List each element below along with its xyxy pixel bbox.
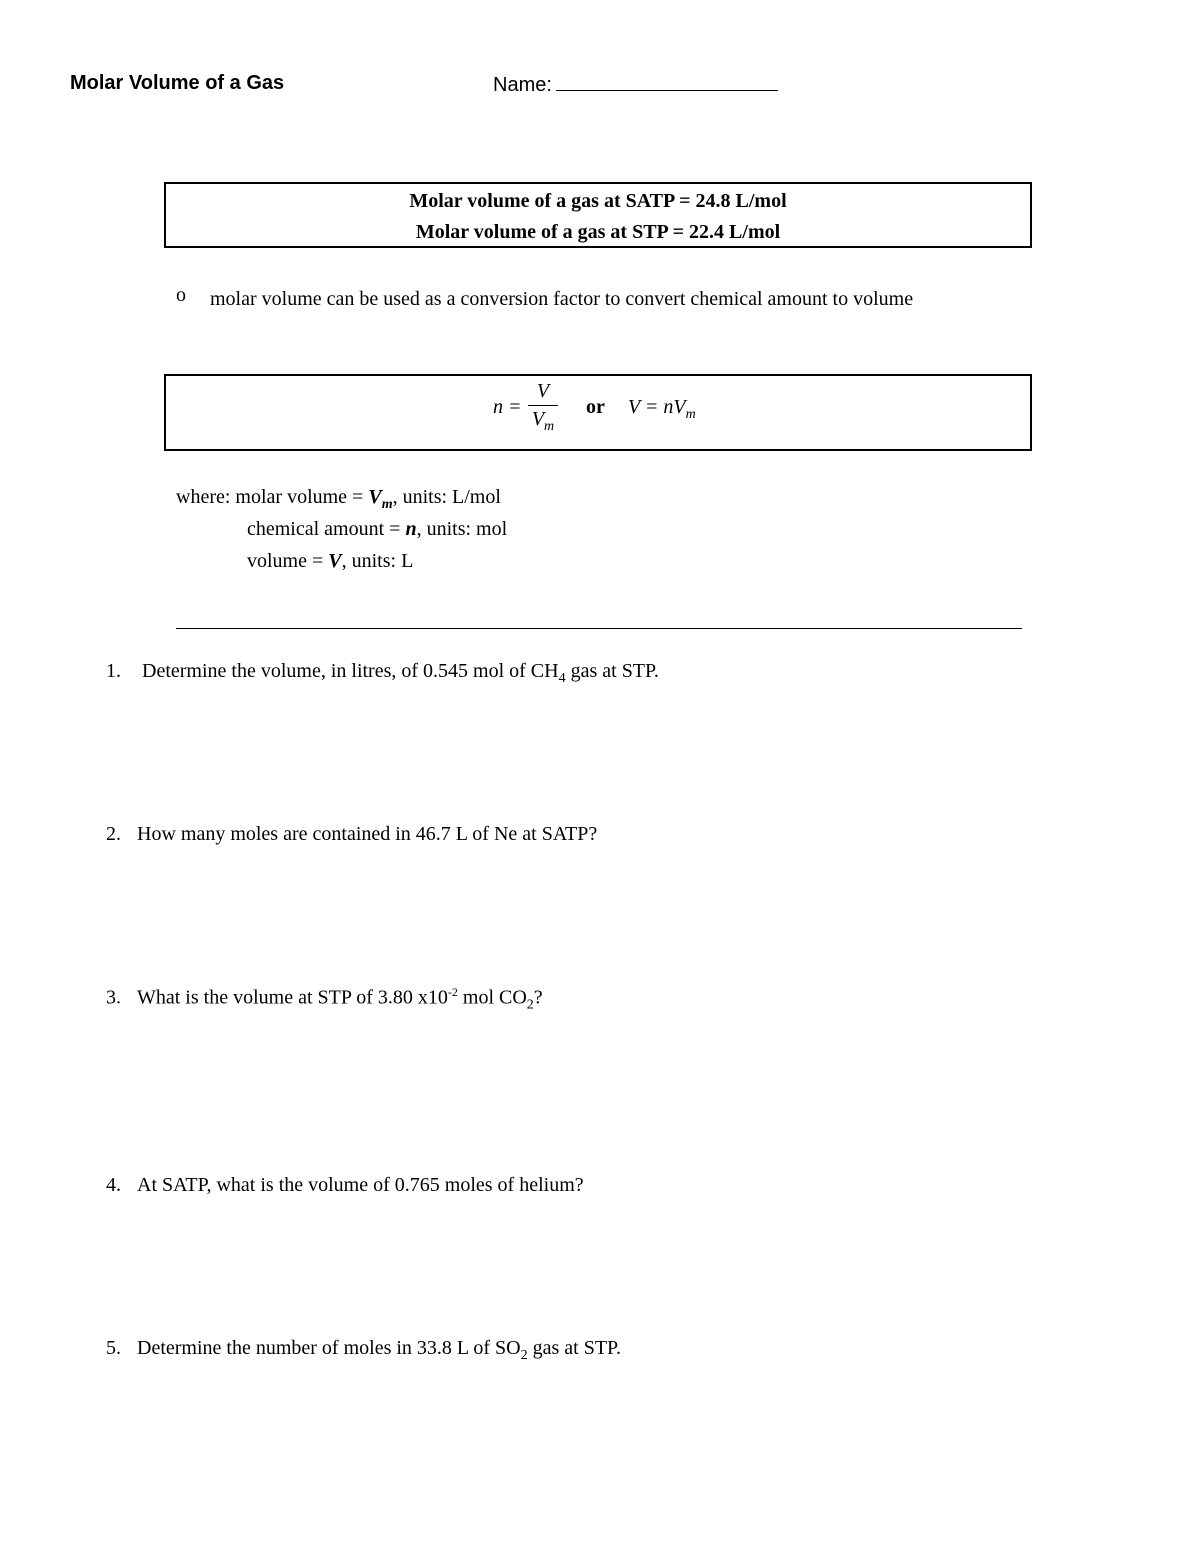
where-line-chemical-amount: chemical amount = n, units: mol <box>247 518 508 540</box>
formula-fraction <box>528 380 558 438</box>
question-5: 5. Determine the number of moles in 33.8 L of $SO_2$ gas at STP. <box>106 1337 621 1363</box>
molar-volume-definitions-box <box>164 182 1032 248</box>
question-1: 1. Determine the volume, in litres, of 0.545 mol of $CH_4$ gas at STP. <box>106 660 659 686</box>
where-line-volume: volume = V, units: L <box>247 550 414 572</box>
section-divider <box>176 628 1022 629</box>
question-2: 2. How many moles are contained in 46.7 L of Ne at SATP? <box>106 823 598 845</box>
fraction-denominator: $V_m$ <box>531 408 555 434</box>
bullet-marker: o <box>176 284 186 306</box>
name-blank-line[interactable] <box>556 72 778 91</box>
fraction-bar <box>528 405 558 406</box>
worksheet-title: Molar Volume of a Gas <box>70 72 285 94</box>
question-3: 3. What is the volume at STP of 3.80 $x10^{-2}$ mol $CO_2$? <box>106 985 543 1013</box>
question-4: 4. At SATP, what is the volume of 0.765 moles of helium? <box>106 1174 584 1196</box>
stp-definition: Molar volume of a gas at STP = 22.4 L/mol <box>415 221 781 243</box>
bullet-text: molar volume can be used as a conversion factor to convert chemical amount to volume <box>210 288 914 310</box>
formula-connector: or <box>586 396 605 418</box>
name-label: Name: <box>493 74 552 96</box>
fraction-numerator: V <box>536 380 550 402</box>
name-field[interactable] <box>493 72 778 97</box>
formula-rhs: $V = nV_m$ <box>628 396 696 422</box>
formula-lhs: n = <box>493 396 522 418</box>
where-line-molar-volume: where: molar volume = $V_m$, units: L/mol <box>176 486 501 512</box>
satp-definition: Molar volume of a gas at SATP = 24.8 L/mol <box>409 190 787 212</box>
